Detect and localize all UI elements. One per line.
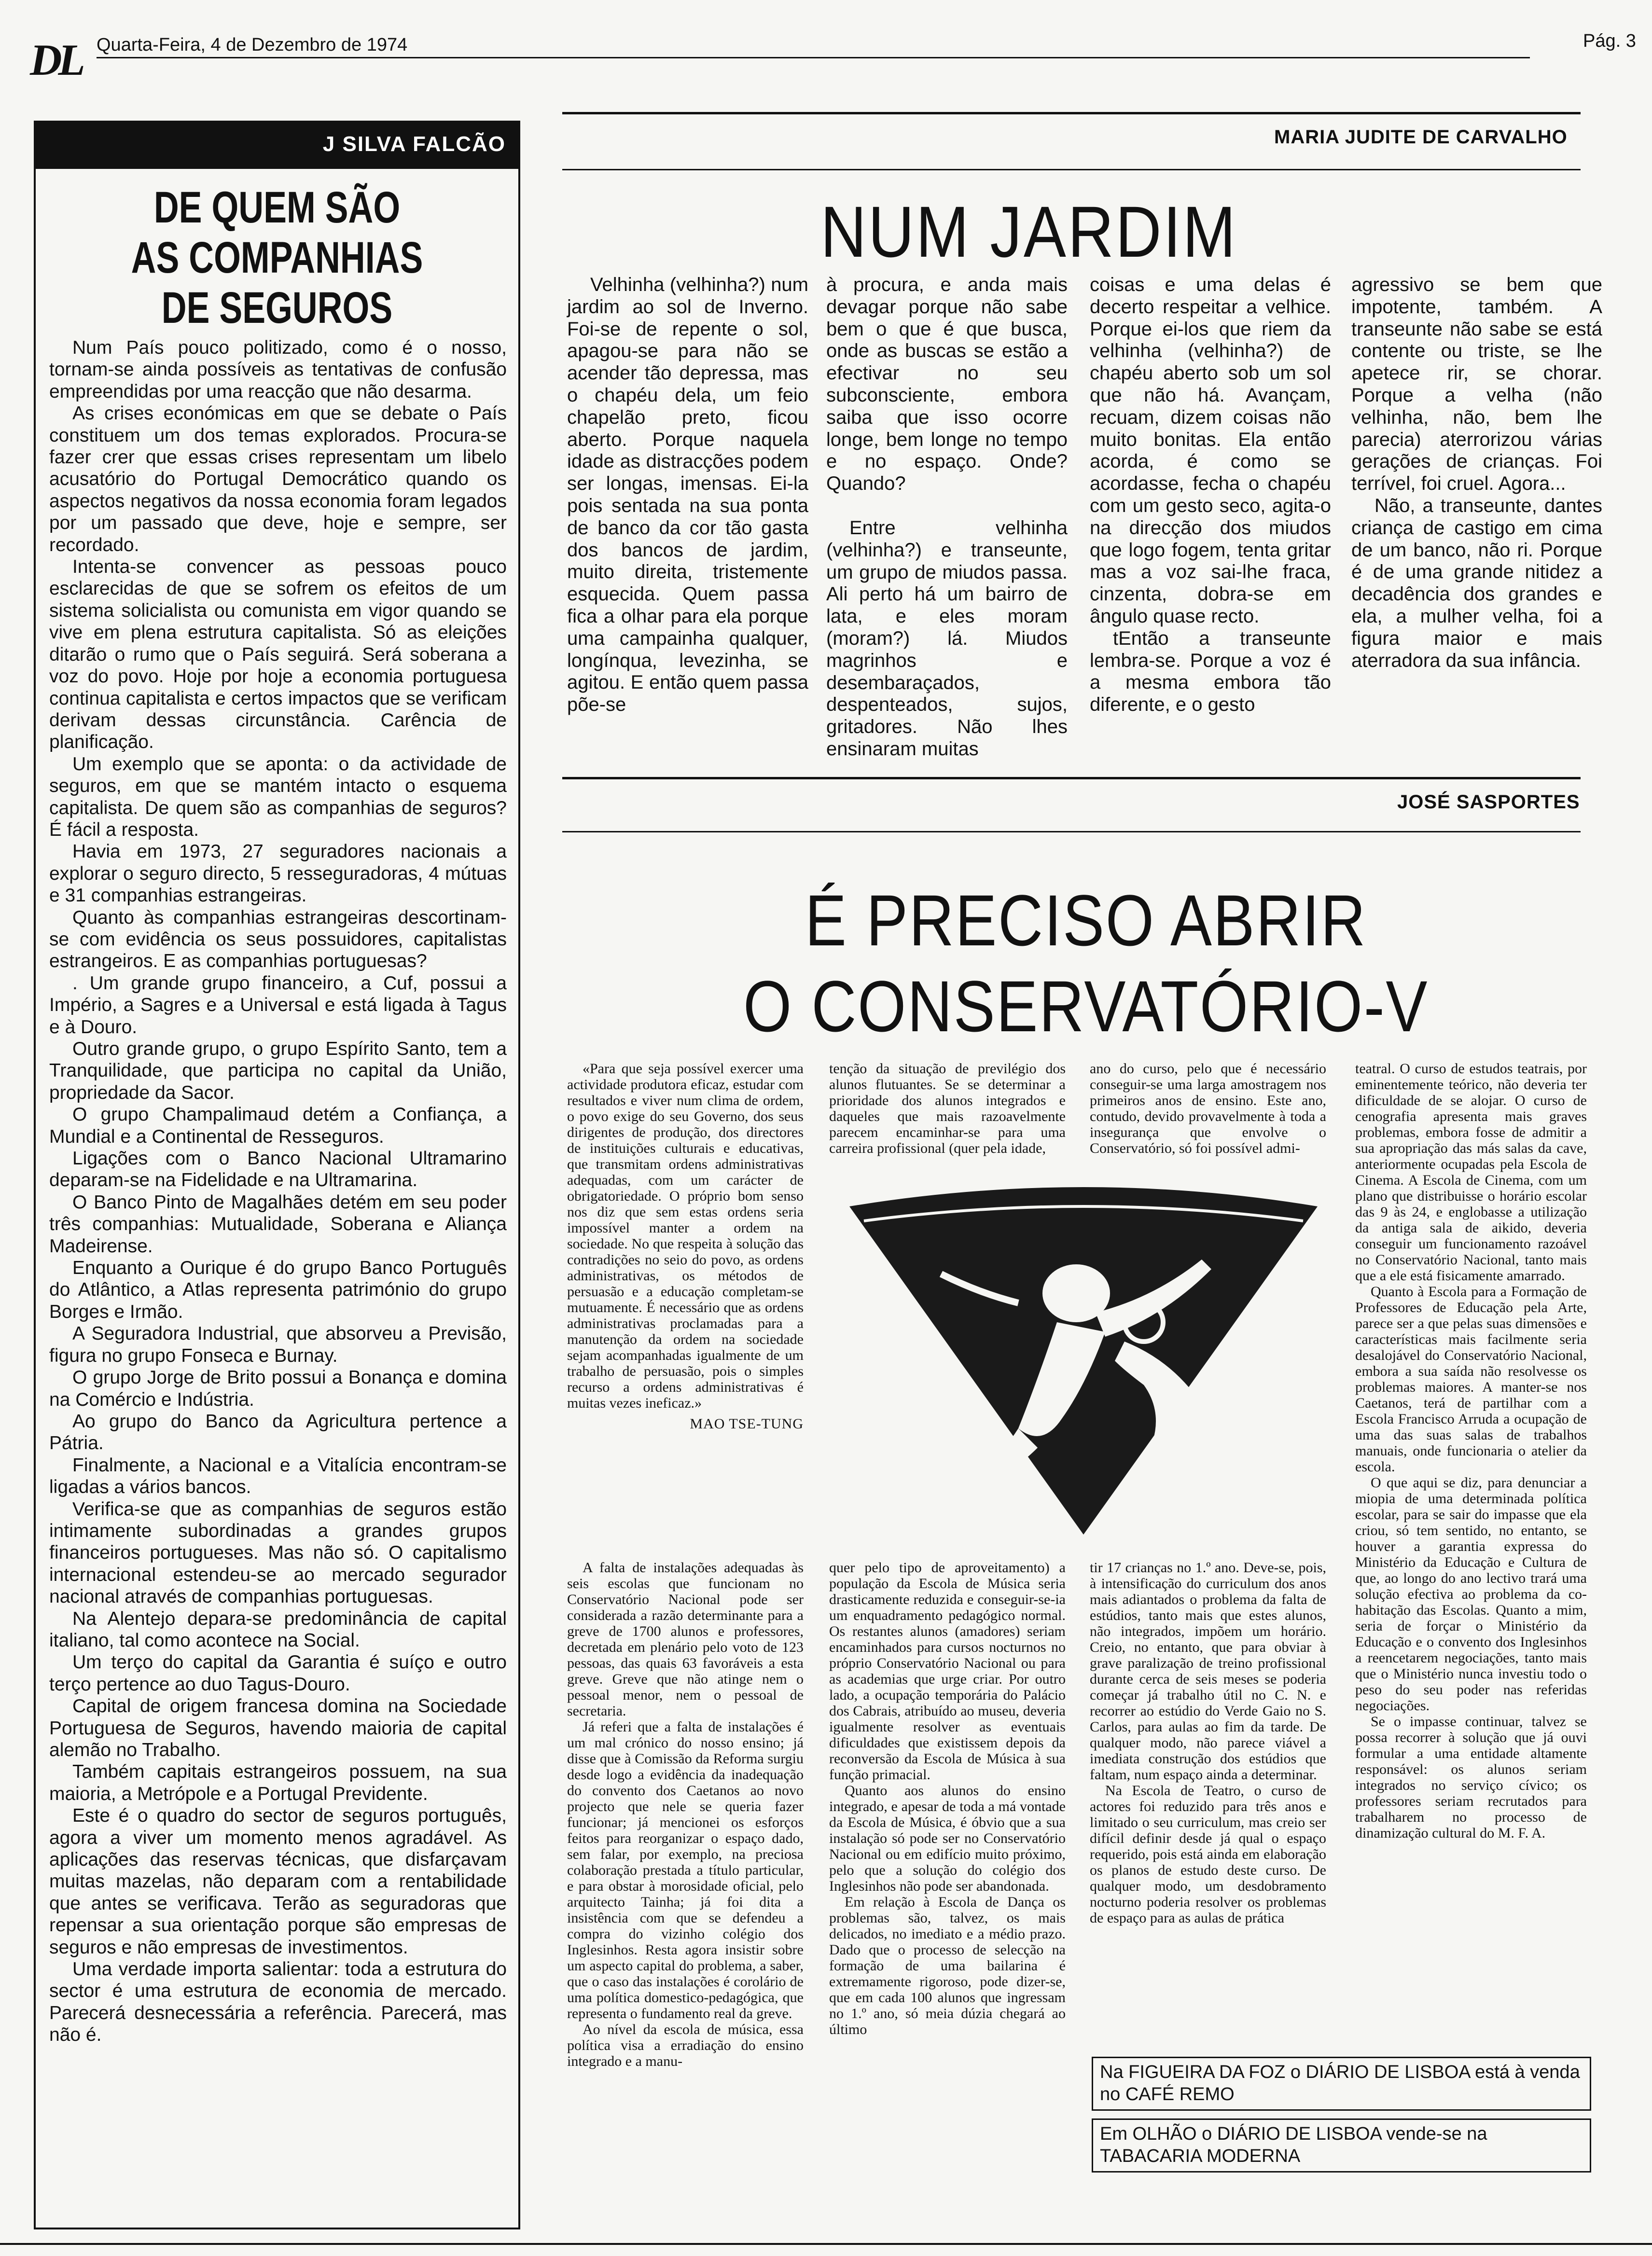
paragraph: Não, a transeunte, dantes criança de castigo em cima de um banco, não ri. Porque é de uma grande nitidez a decadência dos grandes e ela, a mulher velha, foi a figura maior e mais aterradora da sua infância. bbox=[1351, 495, 1602, 671]
article3-author: JOSÉ SASPORTES bbox=[1397, 791, 1580, 813]
article3-title bbox=[692, 877, 1480, 1049]
paragraph: Enquanto a Ourique é do grupo Banco Português do Atlântico, a Atlas representa património do grupo Borges e Irmão. bbox=[49, 1258, 507, 1322]
paragraph: tEntão a transeunte lembra-se. Porque a voz é a mesma embora tão diferente, e o gesto bbox=[1090, 627, 1331, 716]
ad-olhao bbox=[1092, 2118, 1591, 2173]
ad-text: Em OLHÃO o DIÁRIO DE LISBOA vende-se na TABACARIA MODERNA bbox=[1100, 2124, 1487, 2166]
article2-column-1 bbox=[567, 274, 808, 716]
paragraph: Intenta-se convencer as pessoas pouco esclarecidas de que se sofrem os efeitos de um sistema solicialista ou comunista em vigor quando se vive em plena estrutura capitalista. Só as eleições ditarão o rumo que o País seguirá. Será soberana a voz do povo. Hoje por hoje a economia portuguesa continua capitalista e certos impactos que se verificam derivam dessas circunstância. Carência de planificação. bbox=[49, 556, 507, 753]
ad-figueira bbox=[1092, 2057, 1591, 2111]
paragraph: Em relação à Escola de Dança os problemas são, talvez, os mais delicados, no imediato e a médio prazo. Dado que o processo de selecção na formação de uma bailarina é extremamente rigoroso, pode dizer-se, que em cada 100 alunos que ingressam no 1.º ano, só meia dúzia chegará ao último bbox=[829, 1894, 1066, 2037]
paragraph: Este é o quadro do sector de seguros português, agora a viver um momento menos agradável. As aplicações das reservas técnicas, que disfarçavam muitas mazelas, não deparam com a rentabilidade que antes se verificava. Terão as seguradoras que repensar a sua orientação porque são empresas de seguros e não empresas de investimentos. bbox=[49, 1805, 507, 1958]
paragraph: Um terço do capital da Garantia é suíço e outro terço pertence ao duo Tagus-Douro. bbox=[49, 1652, 507, 1695]
paragraph: tir 17 crianças no 1.º ano. Deve-se, pois, à intensificação do curriculum dos anos mais adiantados o problema da falta de estúdios, tanto mais que estes alunos, não integrados, impõem um horário. Creio, no entanto, que para obviar à grave paralização de treino profissional durante cerca de seis meses se poderia começar já trabalho útil no C. N. e recorrer ao estúdio do Verde Gaio no S. Carlos, para aulas ao fim da tarde. De qualquer modo, não parece viável a imediata construção dos estúdios que faltam, num espaço ainda a determinar. bbox=[1090, 1560, 1326, 1783]
paragraph: Velhinha (velhinha?) num jardim ao sol de Inverno. Foi-se de repente o sol, apagou-se para não se acender tão depressa, mas o chapéu dela, um feio chapelão preto, ficou aberto. Porque naquela idade as distracções podem ser longas, imensas. Ei-la pois sentada na sua ponta de banco da cor tão gasta dos bancos de jardim, muito direita, tristemente esquecida. Quem passa fica a olhar para ela porque uma campainha qualquer, longínqua, levezinha, se agitou. E então quem passa põe-se bbox=[567, 274, 808, 716]
article-box bbox=[34, 169, 520, 2229]
paragraph: Ao grupo do Banco da Agricultura pertence a Pátria. bbox=[49, 1411, 507, 1454]
paragraph: teatral. O curso de estudos teatrais, por eminentemente teórico, não deveria ter dificuldade de se alojar. O curso de cenografia apresenta mais graves problemas, embora fosse de admitir a sua apropriação das más salas da cave, anteriormente ocupadas pela Escola de Cinema. A Escola de Cinema, com um plano que distribuisse o horário escolar das 9 às 24, e englobasse a utilização da antiga sala de aikido, deveria conseguir um funcionamento razoável no Conservatório Nacional, tanto mais que a ele está fisicamente amarrado. bbox=[1355, 1061, 1587, 1284]
paragraph: Havia em 1973, 27 seguradores nacionais a explorar o seguro directo, 5 resseguradoras, 4 mútuas e 31 companhias estrangeiras. bbox=[49, 841, 507, 906]
article3-col1-bottom bbox=[567, 1560, 804, 2069]
paragraph: Ligações com o Banco Nacional Ultramarino deparam-se na Fidelidade e na Ultramarina. bbox=[49, 1148, 507, 1191]
title-line-1: É PRECISO ABRIR bbox=[805, 880, 1367, 961]
article3-col2-top bbox=[829, 1061, 1066, 1156]
paragraph: Ao nível da escola de música, essa política visa a erradiação do ensino integrado e a manu- bbox=[567, 2021, 804, 2069]
paragraph: O grupo Champalimaud detém a Confiança, a Mundial e a Continental de Resseguros. bbox=[49, 1104, 507, 1147]
author-banner bbox=[34, 121, 520, 169]
paragraph: Se o impasse continuar, talvez se possa recorrer à solução que já ouvi formular a uma entidade altamente responsável: os alunos seriam integrados no serviço cívico; os professores seriam recrutados para trabalharem no processo de dinamização cultural do M. F. A. bbox=[1355, 1714, 1587, 1841]
title-line-1: DE QUEM SÃO bbox=[153, 183, 401, 232]
paragraph: Num País pouco politizado, como é o nosso, tornam-se ainda possíveis as tentativas de confusão empreendidas por uma reacção que não desarma. bbox=[49, 337, 507, 402]
article2-column-3 bbox=[1090, 274, 1331, 716]
title-line-3: DE SEGUROS bbox=[161, 283, 393, 332]
paragraph: Uma verdade importa salientar: toda a estrutura do sector é uma estrutura de economia de mercado. Parecerá desnecessária a referência. Parecerá, mas não é. bbox=[49, 1959, 507, 2046]
paragraph: O que aqui se diz, para denunciar a miopia de uma determinada política escolar, para se sair do impasse que ela criou, só tem sentido, no entanto, se houver a garantia expressa do Ministério da Educação e Cultura de que, ao longo do ano lectivo trará uma solução efectiva ao problema da co-habitação das Escolas. Quanto a mim, seria de forçar o Ministério da Educação e o convento dos Inglesinhos a reencetarem negociações, tanto mais que o Ministério nunca investiu todo o peso do seu poder nas referidas negociações. bbox=[1355, 1475, 1587, 1714]
masthead-rule bbox=[97, 57, 1530, 58]
paragraph: Também capitais estrangeiros possuem, na sua maioria, a Metrópole e a Portugal Previdente. bbox=[49, 1761, 507, 1804]
paragraph: . Um grande grupo financeiro, a Cuf, possui a Império, a Sagres e a Universal e está ligada à Tagus e à Douro. bbox=[49, 972, 507, 1038]
mao-quote bbox=[567, 1061, 804, 1432]
paragraph: à procura, e anda mais devagar porque não sabe bem o que é que busca, onde as buscas se estão a efectivar no seu subconsciente, embora saiba que isso ocorre longe, bem longe no tempo e no espaço. Onde? Quando? bbox=[826, 274, 1068, 495]
paragraph: tenção da situação de previlégio dos alunos flutuantes. Se se determinar a prioridade dos alunos integrados e daqueles que mais razoavelmente parecem encaminhar-se para uma carreira profissional (quer pela idade, bbox=[829, 1061, 1066, 1156]
paragraph: Quanto aos alunos do ensino integrado, e apesar de toda a má vontade da Escola de Música, é óbvio que a sua instalação só pode ser no Conservatório Nacional ou em edifício muito próximo, pelo que a solução do colégio dos Inglesinhos não pode ser abandonada. bbox=[829, 1783, 1066, 1894]
paragraph: Na Escola de Teatro, o curso de actores foi reduzido para três anos e limitado o seu curriculum, mas creio ser difícil definir desde já qual o espaço requerido, pois está ainda em elaboração os planos de estudo deste curso. De qualquer modo, um desdobramento nocturno poderia resolver os problemas de espaço para as aulas de prática bbox=[1090, 1783, 1326, 1926]
paragraph: Quanto às companhias estrangeiras descortinam-se com evidência os seus possuidores, capitalistas estrangeiros. E as companhias portuguesas? bbox=[49, 907, 507, 972]
article2-author: MARIA JUDITE DE CARVALHO bbox=[1274, 126, 1568, 148]
page-bottom-rule bbox=[0, 2243, 1652, 2245]
paragraph: coisas e uma delas é decerto respeitar a velhice. Porque ei-los que riem da velhinha (velhinha?) de chapéu aberto sob um sol que não há. Avançam, recuam, dizem coisas não muito bonitas. Ela então acorda, é como se acordasse, fecha o chapéu com um gesto seco, agita-o na direcção dos miudos que logo fogem, tenta gritar mas a voz sai-lhe fraca, cinzenta, dobra-se em ângulo quase recto. bbox=[1090, 274, 1331, 627]
article-title bbox=[89, 182, 465, 333]
paragraph: O Banco Pinto de Magalhães detém em seu poder três companhias: Mutualidade, Soberana e Aliança Madeirense. bbox=[49, 1191, 507, 1257]
masthead-date: Quarta-Feira, 4 de Dezembro de 1974 bbox=[97, 35, 408, 55]
article3-col3-bottom bbox=[1090, 1560, 1326, 1926]
author-name: J SILVA FALCÃO bbox=[322, 132, 506, 156]
paragraph: Um exemplo que se aponta: o da actividade de seguros, em que se mantém intacto o esquema capitalista. De quem são as companhias de seguros? É fácil a resposta. bbox=[49, 753, 507, 840]
paragraph: As crises económicas em que se debate o País constituem um dos temas explorados. Procura-se fazer crer que essas crises representam um libelo acusatório do Portugal Democrático quando os aspectos negativos da nossa economia foram legados por um passado que deve, hoje e sempre, ser recordado. bbox=[49, 403, 507, 555]
paragraph: Na Alentejo depara-se predominância de capital italiano, tal como acontece na Social. bbox=[49, 1608, 507, 1651]
article3-author-rule bbox=[562, 831, 1581, 832]
page-number: Pág. 3 bbox=[1583, 31, 1636, 51]
article2-title: NUM JARDIM bbox=[820, 191, 1237, 272]
paragraph: ano do curso, pelo que é necessário conseguir-se uma larga amostragem nos primeiros anos de ensino. Este ano, contudo, devido provavelmente à toda a insegurança que envolve o Conservatório, só foi possível admi- bbox=[1090, 1061, 1326, 1156]
paragraph: Entre velhinha (velhinha?) e transeunte, um grupo de miudos passa. Ali perto há um bairro de lata, e eles moram (moram?) lá. Miudos magrinhos e desembaraçados, despenteados, sujos, gritadores. Não lhes ensinaram muitas bbox=[826, 517, 1068, 760]
paragraph: Finalmente, a Nacional e a Vitalícia encontram-se ligadas a vários bancos. bbox=[49, 1454, 507, 1498]
article3-col2-bottom bbox=[829, 1560, 1066, 2037]
paragraph: A falta de instalações adequadas às seis escolas que funcionam no Conservatório Nacional pode ser considerada a razão determinante para a greve de 1700 alunos e professores, decretada em plenário pelo voto de 123 pessoas, das quais 63 favoráveis a esta greve. Greve que não atinge nem o pessoal menor, nem o pessoal de secretaria. bbox=[567, 1560, 804, 1719]
article3-col4 bbox=[1355, 1061, 1587, 1841]
paragraph: Capital de origem francesa domina na Sociedade Portuguesa de Seguros, havendo maioria de capital alemão no Trabalho. bbox=[49, 1696, 507, 1760]
paragraph: Verifica-se que as companhias de seguros estão intimamente subordinadas a grandes grupos financeiros portugueses. Mas não só. O capitalismo internacional estendeu-se ao mercado segurador nacional através de companhias portuguesas. bbox=[49, 1498, 507, 1607]
quote-text: «Para que seja possível exercer uma actividade produtora eficaz, estudar com resultados e viver num clima de ordem, o povo exige do seu Governo, dos seus dirigentes de produção, dos directores de instituições culturais e educativas, que transmitam ordens administrativas adequadas, com um carácter de obrigatoriedade. O próprio bom senso nos diz que sem estas ordens seria impossível manter a ordem na sociedade. No que respeita à solução das contradições no seio do povo, as ordens administrativas, os métodos de persuasão e a educação completam-se mutuamente. É necessário que as ordens administrativas proclamadas para a manutenção da ordem na sociedade sejam acompanhadas igualmente de um trabalho de persuasão, pois o simples recurso a ordens administrativas é muitas vezes ineficaz.» bbox=[567, 1061, 804, 1411]
paragraph: quer pelo tipo de aproveitamento) a população da Escola de Música seria drasticamente reduzida e conseguir-se-ia um enquadramento pedagógico normal. Os restantes alunos (amadores) seriam encaminhados para cursos nocturnos no próprio Conservatório Nacional ou para as academias que urge criar. Por outro lado, a ocupação temporária do Palácio dos Cabrais, atribuído ao museu, deveria igualmente resolver as eventuais dificuldades que existissem depois da reconversão da Escola de Música à sua função primacial. bbox=[829, 1560, 1066, 1783]
article2-column-4 bbox=[1351, 274, 1602, 672]
paragraph: Já referi que a falta de instalações é um mal crónico do nosso ensino; já disse que à Comissão da Reforma surgiu desde logo a evidência da inadequação do convento dos Caetanos ao novo projecto que nele se queria fazer funcionar; já mencionei os esforços feitos para reorganizar o espaço dado, sem falar, por exemplo, na preciosa colaboração prestada a título particular, e para obstar à morosidade oficial, pelo arquitecto Tainha; já foi dita a insistência com que se defendeu a compra do vizinho colégio dos Inglesinhos. Resta agora insistir sobre um aspecto capital do problema, a saber, que o caso das instalações é corolário de uma política domestico-pedagógica, que representa o fundamento real da greve. bbox=[567, 1719, 804, 2021]
article2-author-rule bbox=[562, 169, 1581, 170]
article-body bbox=[49, 337, 507, 2046]
quote-author: MAO TSE-TUNG bbox=[690, 1416, 804, 1432]
paragraph: agressivo se bem que impotente, também. A transeunte não sabe se está contente ou triste, se lhe apetece rir, se chorar. Porque a velha (não velhinha, não, bem lhe parecia) aterrorizou várias gerações de crianças. Foi terrível, foi cruel. Agora... bbox=[1351, 274, 1602, 495]
ad-text: Na FIGUEIRA DA FOZ o DIÁRIO DE LISBOA está à venda no CAFÉ REMO bbox=[1100, 2062, 1580, 2104]
paragraph: Quanto à Escola para a Formação de Professores de Educação pela Arte, parece ser a que pelas suas dimensões e características mais facilmente seria desalojável do Conservatório Nacional, embora a sua saída não resolvesse os problemas maiores. A manter-se nos Caetanos, terá de partilhar com a Escola Francisco Arruda a ocupação de uma das suas salas de trabalhos manuais, onde funcionaria o atelier da escola. bbox=[1355, 1284, 1587, 1475]
paragraph: A Seguradora Industrial, que absorveu a Previsão, figura no grupo Fonseca e Burnay. bbox=[49, 1323, 507, 1366]
paragraph: O grupo Jorge de Brito possui a Bonança e domina na Comércio e Indústria. bbox=[49, 1367, 507, 1410]
title-line-2: O CONSERVATÓRIO-V bbox=[743, 966, 1429, 1047]
article2-top-rule bbox=[562, 112, 1581, 114]
article3-top-rule bbox=[562, 777, 1581, 779]
article2-column-2 bbox=[826, 274, 1068, 761]
dancer-icon bbox=[835, 1177, 1332, 1544]
article-seguros bbox=[34, 121, 520, 2234]
newspaper-logo: DL bbox=[30, 35, 82, 84]
title-line-2: AS COMPANHIAS bbox=[131, 233, 423, 282]
article3-col3-top bbox=[1090, 1061, 1326, 1156]
paragraph: Outro grande grupo, o grupo Espírito Santo, tem a Tranquilidade, que participa no capital da União, propriedade da Sacor. bbox=[49, 1038, 507, 1103]
dancer-illustration bbox=[835, 1177, 1332, 1544]
